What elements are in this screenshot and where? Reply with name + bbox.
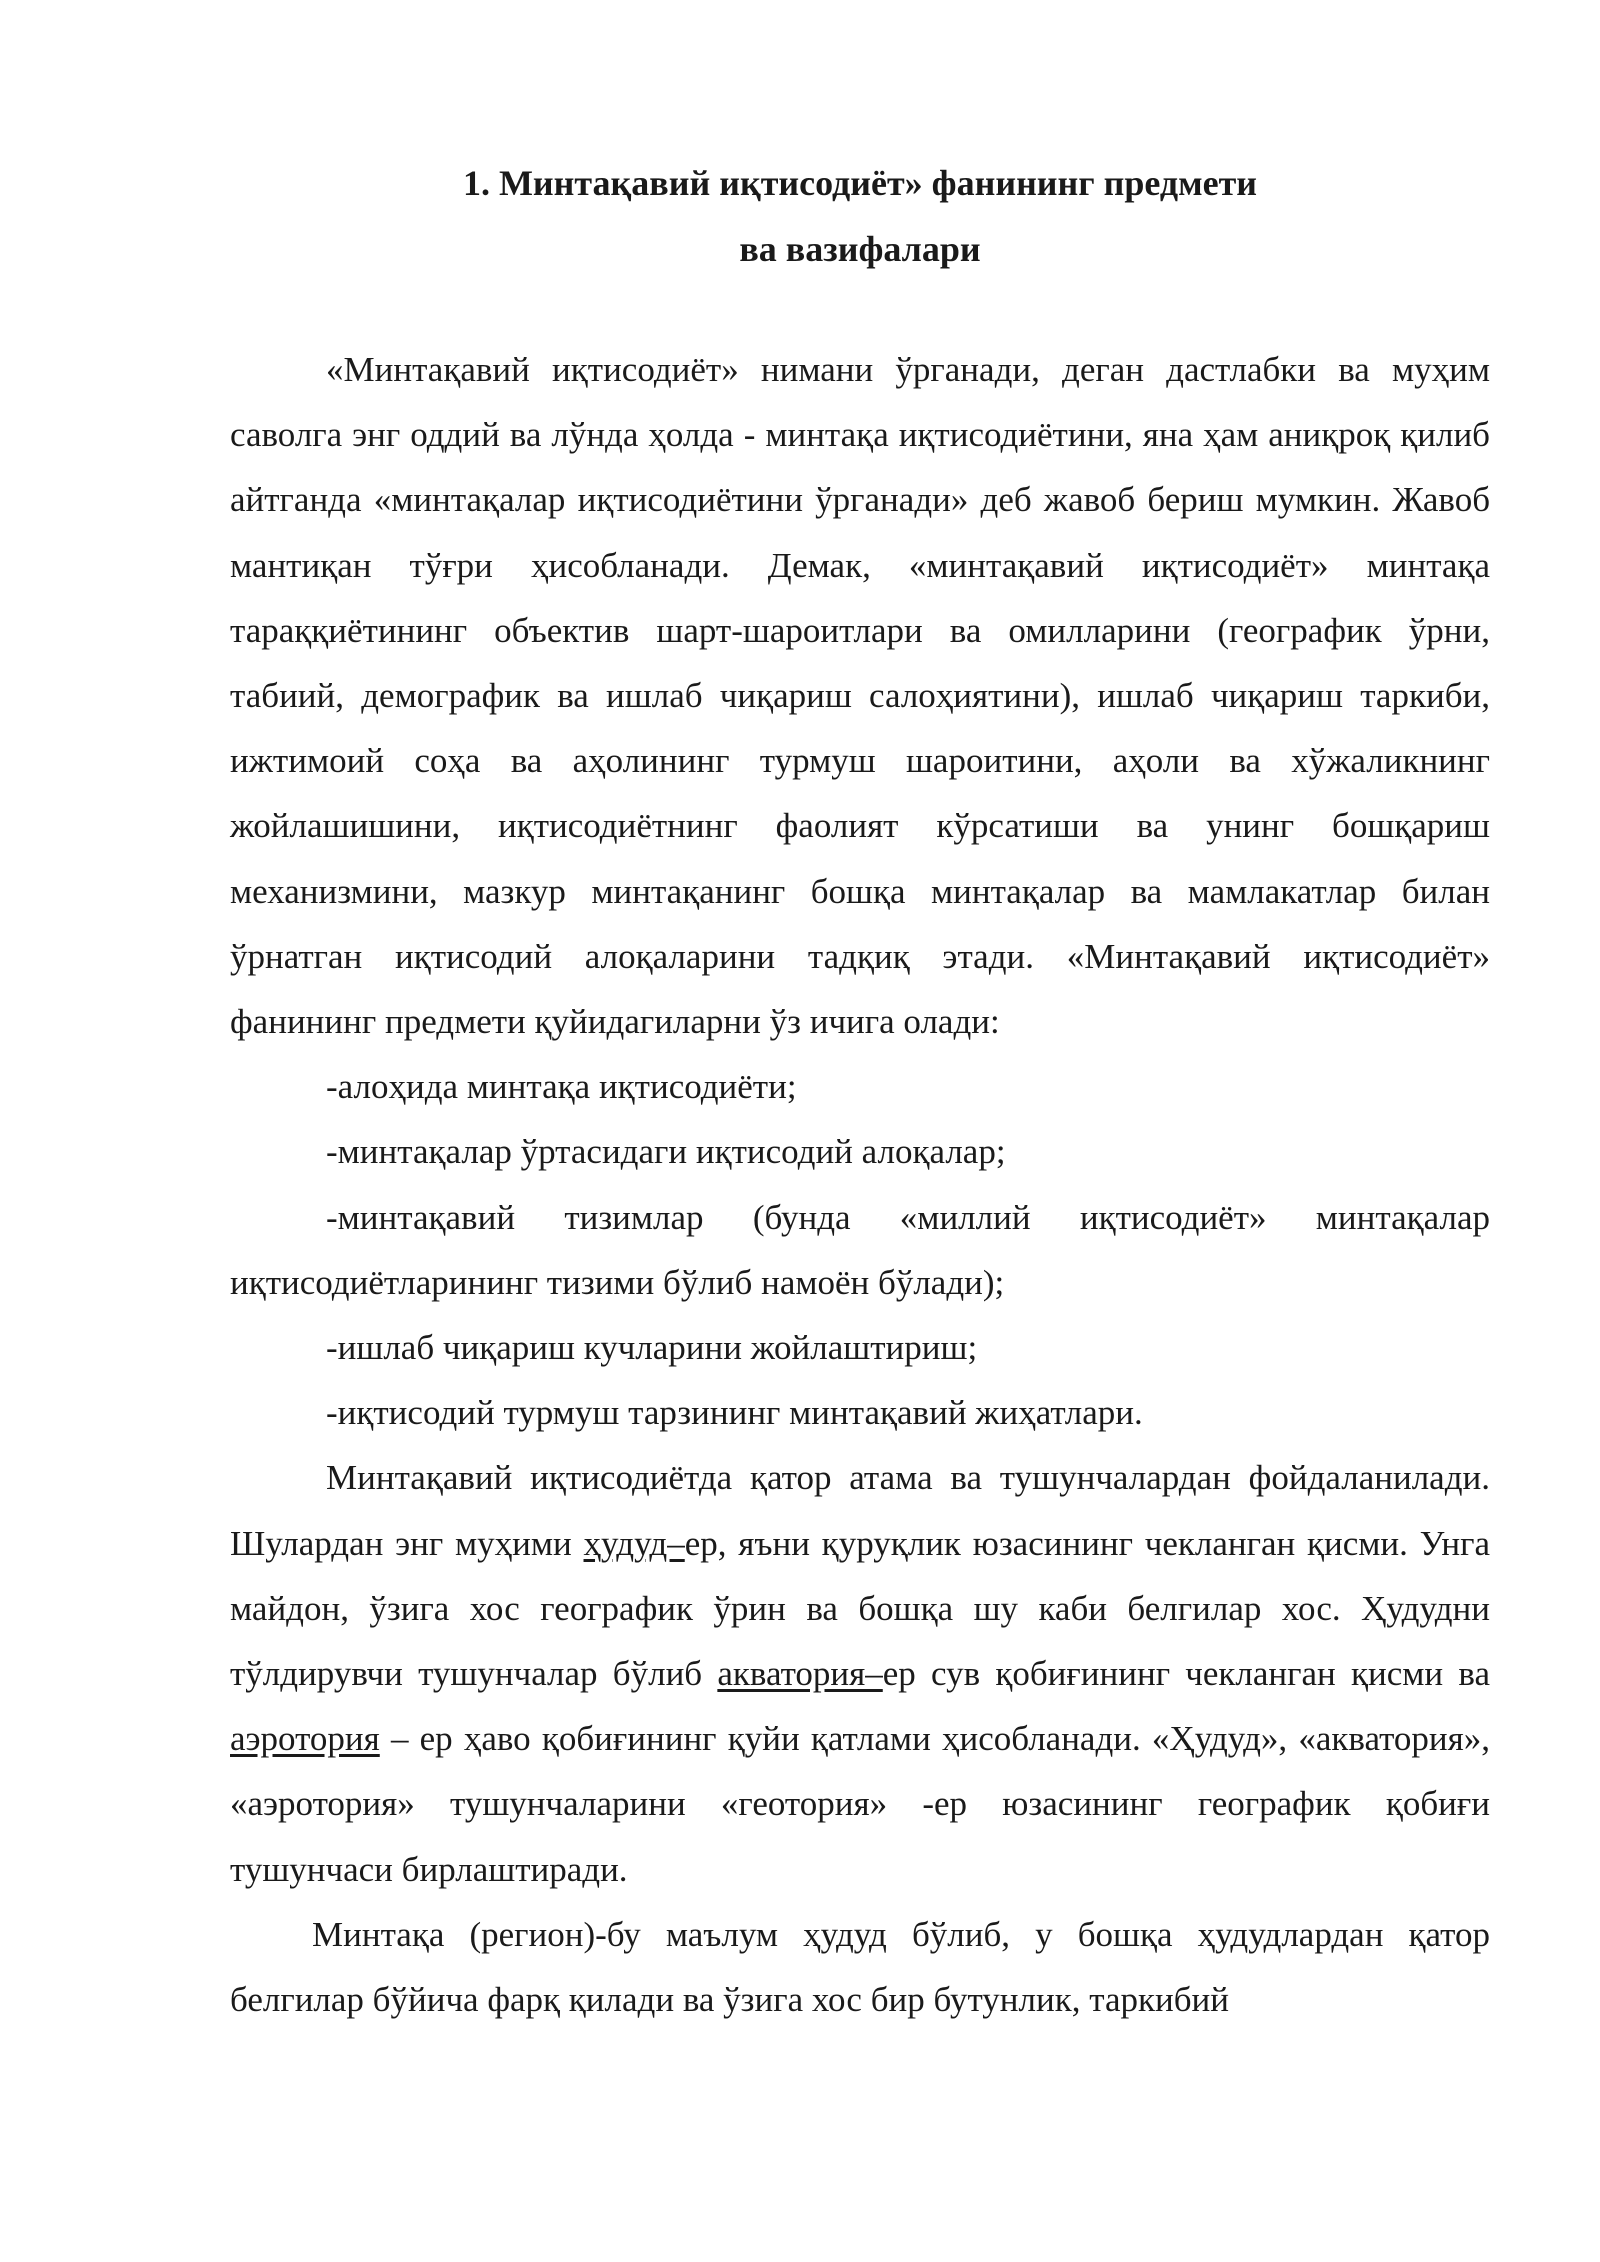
list-item: -минтақавий тизимлар (бунда «миллий иқтисодиёт» минтақалар иқтисодиётларининг тизими бўлиб намоён бўлади); xyxy=(230,1197,1490,1302)
page-title xyxy=(0,150,1600,282)
paragraph-1: «Минтақавий иқтисодиёт» нимани ўрганади, деган дастлабки ва муҳим саволга энг оддий ва лўнда ҳолда - минтақа иқтисодиётини, яна ҳам аниқроқ қилиб айтганда «минтақалар иқтисодиётини ўрганади» деб жавоб бериш мумкин. Жавоб мантиқан тўғри ҳисобланади. Демак, «минтақавий иқтисодиёт» минтақа тараққиётининг объектив шарт-шароитлари ва омилларини (географик ўрни, табиий, демографик ва ишлаб чиқариш салоҳиятини), ишлаб чиқариш таркиби, ижтимоий соҳа ва аҳолининг турмуш шароитини, аҳоли ва хўжаликнинг жойлашишини, иқтисодиётнинг фаолият кўрсатиши ва унинг бошқариш механизмини, мазкур минтақанинг бошқа минтақалар ва мамлакатлар билан ўрнатган иқтисодий алоқаларини тадқиқ этади. «Минтақавий иқтисодиёт» фанининг предмети қуйидагиларни ўз ичига олади: xyxy=(230,350,1490,1042)
term-aerotoriya: аэротория xyxy=(230,1719,380,1759)
term-akvatoriya: акватория– xyxy=(717,1654,883,1694)
list-item: -ишлаб чиқариш кучларини жойлаштириш; xyxy=(326,1328,978,1368)
title-line-2: ва вазифалари xyxy=(739,229,981,269)
term-hudud: ҳудуд– xyxy=(583,1523,685,1563)
paragraph-2-text-b: ер, яъни қуруқлик юзасининг чекланган қисми. Унга майдон, ўзига хос географик ўрин ва бошқа шу каби белгилар хос. Ҳудудни тўлдирувчи тушунчалар бўлиб xyxy=(230,1523,1490,1694)
list-item: -иқтисодий турмуш тарзининг минтақавий жиҳатлари. xyxy=(326,1393,1143,1433)
paragraph-2 xyxy=(230,1445,1490,1901)
paragraph-2-text-c: ер сув қобиғининг чекланган қисми ва xyxy=(882,1654,1490,1694)
paragraph-2-text-d: – ер ҳаво қобиғининг қуйи қатлами ҳисобланади. «Ҳудуд», «акватория», «аэротория» тушунчаларини «геотория» -ер юзасининг географик қобиғи тушунчаси бирлаштиради. xyxy=(230,1719,1490,1889)
list-item: -минтақалар ўртасидаги иқтисодий алоқалар; xyxy=(326,1132,1006,1172)
paragraph-3: Минтақа (регион)-бу маълум ҳудуд бўлиб, у бошқа ҳудудлардан қатор белгилар бўйича фарқ қилади ва ўзига хос бир бутунлик, таркибий xyxy=(230,1914,1490,2020)
title-line-1: 1. Минтақавий иқтисодиёт» фанининг предмети xyxy=(462,163,1258,203)
list-item: -алоҳида минтақа иқтисодиёти; xyxy=(326,1067,797,1107)
document-body xyxy=(230,337,1490,2032)
paragraph-2-text-a: Минтақавий иқтисодиётда қатор атама ва тушунчалардан фойдаланилади. Шулардан энг муҳими xyxy=(230,1458,1490,1563)
